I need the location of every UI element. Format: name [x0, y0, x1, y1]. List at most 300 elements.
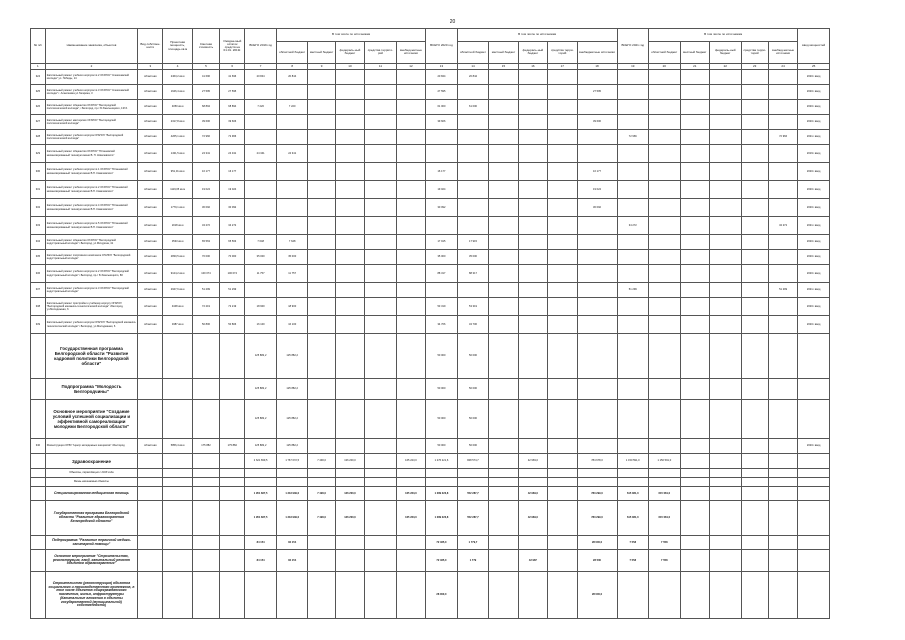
table-cell — [138, 454, 163, 469]
table-cell — [649, 145, 681, 163]
table-cell: 1 276 221,6 — [426, 454, 458, 469]
table-cell — [163, 454, 192, 469]
table-cell — [741, 550, 768, 572]
table-cell — [649, 478, 681, 487]
table-cell — [577, 250, 617, 265]
table-cell: 2021г. ввод — [798, 130, 830, 145]
table-cell: 2020г. ввод — [798, 163, 830, 181]
table-cell: областная — [138, 316, 163, 334]
table-cell: 125 882,2 — [245, 439, 277, 454]
table-row — [31, 235, 830, 250]
row-title: Реконструкция ОГБУ "Центр молодежных инициатив" г.Белгород — [45, 439, 137, 454]
table-cell — [31, 379, 46, 400]
table-cell: областная — [138, 100, 163, 115]
table-cell: 7 648 — [245, 235, 277, 250]
table-cell — [680, 439, 709, 454]
table-cell — [426, 130, 458, 145]
table-cell — [768, 115, 797, 130]
table-cell — [308, 181, 335, 199]
table-cell — [649, 439, 681, 454]
table-cell — [548, 85, 577, 100]
table-row — [31, 334, 830, 379]
table-cell: 34 706 — [426, 316, 458, 334]
table-cell — [548, 217, 577, 235]
table-cell — [308, 163, 335, 181]
table-cell — [489, 501, 518, 536]
table-cell: областная — [138, 145, 163, 163]
table-cell — [489, 235, 518, 250]
table-cell — [680, 265, 709, 283]
table-cell — [365, 283, 397, 298]
table-cell: 70 000 — [220, 250, 245, 265]
table-cell — [31, 334, 46, 379]
table-cell — [741, 454, 768, 469]
table-cell — [577, 298, 617, 316]
table-cell — [335, 100, 364, 115]
table-cell — [276, 217, 308, 235]
table-cell — [798, 536, 830, 550]
table-cell: 72 465,0 — [426, 550, 458, 572]
header-no: № п/п — [31, 29, 46, 64]
table-cell: 28 000,0 — [577, 536, 617, 550]
table-cell: 125 882,2 — [276, 439, 308, 454]
table-cell — [396, 400, 425, 439]
row-title: Объекты, переходящие с 2018 года — [45, 469, 137, 478]
table-cell — [709, 235, 741, 250]
table-cell — [163, 478, 192, 487]
table-cell: 7 220 — [245, 100, 277, 115]
table-cell — [680, 115, 709, 130]
table-cell: 1779,1 кв.м — [163, 199, 192, 217]
table-cell — [680, 85, 709, 100]
table-cell — [335, 400, 364, 439]
table-cell — [548, 115, 577, 130]
table-cell — [709, 469, 741, 478]
table-row — [31, 298, 830, 316]
table-cell: 1 951 837,5 — [245, 487, 277, 501]
table-cell: 334 — [31, 235, 46, 250]
table-cell — [457, 217, 489, 235]
table-cell — [138, 400, 163, 439]
table-cell — [709, 550, 741, 572]
table-cell — [335, 130, 364, 145]
table-cell: 50 000 — [426, 400, 458, 439]
table-cell: 16 100 — [276, 316, 308, 334]
column-number: 11 — [365, 64, 397, 70]
table-cell: 2463,2 кв.м — [163, 70, 192, 85]
table-cell — [709, 199, 741, 217]
table-cell: 20 844 — [245, 70, 277, 85]
header-source-2020-1: областной бюджет — [457, 41, 489, 63]
table-row — [31, 572, 830, 619]
table-cell — [649, 334, 681, 379]
column-number: 19 — [617, 64, 649, 70]
table-cell — [709, 181, 741, 199]
table-cell — [457, 85, 489, 100]
table-row — [31, 85, 830, 100]
table-cell — [680, 454, 709, 469]
table-cell — [245, 181, 277, 199]
table-row — [31, 199, 830, 217]
table-cell: 16 177 — [577, 163, 617, 181]
table-cell — [518, 298, 547, 316]
table-cell — [31, 550, 46, 572]
table-cell: 41 696 — [220, 70, 245, 85]
table-cell — [489, 454, 518, 469]
table-cell: 175 882 — [220, 439, 245, 454]
column-number: 21 — [680, 64, 709, 70]
table-cell — [192, 501, 219, 536]
table-cell: 42 969,0 — [518, 501, 547, 536]
table-cell: 339 — [31, 316, 46, 334]
table-cell: 53 319 — [457, 298, 489, 316]
table-cell: 16 177 — [220, 163, 245, 181]
table-cell — [577, 478, 617, 487]
table-row — [31, 115, 830, 130]
table-cell: 1 150 591,0 — [649, 454, 681, 469]
table-cell — [163, 487, 192, 501]
header-source-2021-2: местный бюджет — [680, 41, 709, 63]
row-title: Капитальный ремонт пристройки к учебному корпусу ОГАПОУ "Белгородский механико-технологический колледж" г.Белгород, ул.Молодежная, 6 — [45, 298, 137, 316]
table-cell — [220, 536, 245, 550]
table-cell — [741, 199, 768, 217]
table-cell — [617, 250, 649, 265]
table-cell — [138, 550, 163, 572]
table-cell: 41 696 — [192, 70, 219, 85]
table-cell — [365, 501, 397, 536]
table-cell — [577, 439, 617, 454]
table-cell: 50 000 — [457, 439, 489, 454]
table-cell — [518, 439, 547, 454]
table-cell: 5856,4 кв.м — [163, 439, 192, 454]
table-cell — [335, 217, 364, 235]
table-cell — [276, 572, 308, 619]
table-cell: 24 341 — [245, 145, 277, 163]
table-cell — [426, 145, 458, 163]
table-cell — [577, 70, 617, 85]
header-source-2021-1: областной бюджет — [649, 41, 681, 63]
table-cell: 3387 кв.м — [163, 316, 192, 334]
table-row — [31, 100, 830, 115]
table-cell — [245, 130, 277, 145]
table-cell — [577, 469, 617, 478]
table-cell — [577, 130, 617, 145]
table-cell — [396, 469, 425, 478]
table-cell — [396, 181, 425, 199]
table-cell — [489, 265, 518, 283]
table-cell — [577, 100, 617, 115]
row-title: Капитальный ремонт учебного корпуса № 2 ОГАПОУ "Белгородский индустриальный колледж" г.Белгород, пр-т Б.Хмельницкого, 80 — [45, 265, 137, 283]
table-cell — [308, 100, 335, 115]
table-cell — [709, 250, 741, 265]
table-cell — [365, 100, 397, 115]
table-cell: 68 894 — [192, 100, 219, 115]
table-cell — [276, 283, 308, 298]
table-cell — [548, 235, 577, 250]
table-cell: 24 341 — [192, 145, 219, 163]
table-cell: 11 757 — [276, 265, 308, 283]
column-number: 9 — [308, 64, 335, 70]
table-cell — [489, 250, 518, 265]
table-cell: 24 341 — [276, 145, 308, 163]
table-cell — [709, 400, 741, 439]
table-cell: 28 000,0 — [577, 572, 617, 619]
table-cell: 2 621 839,5 — [245, 454, 277, 469]
table-cell — [489, 572, 518, 619]
table-cell — [768, 439, 797, 454]
table-cell — [617, 572, 649, 619]
table-cell — [649, 316, 681, 334]
table-cell — [365, 400, 397, 439]
table-cell: 84 154 — [245, 536, 277, 550]
table-cell: 84 154 — [276, 536, 308, 550]
table-cell: 34 706 — [457, 316, 489, 334]
table-cell: 2020г. ввод — [798, 181, 830, 199]
table-cell — [649, 298, 681, 316]
table-cell — [518, 235, 547, 250]
table-cell — [396, 572, 425, 619]
table-cell: 1 951 837,5 — [245, 501, 277, 536]
table-cell — [680, 235, 709, 250]
table-cell — [457, 469, 489, 478]
table-cell — [768, 400, 797, 439]
row-title: Государственная программа Белгородской области "Развитие кадровой политики Белгородской области" — [45, 334, 137, 379]
table-cell — [220, 487, 245, 501]
table-cell — [335, 70, 364, 85]
table-cell — [548, 316, 577, 334]
table-cell — [365, 439, 397, 454]
table-cell — [680, 550, 709, 572]
table-cell — [577, 217, 617, 235]
header-source-2021-5: внебюд-жетные источники — [768, 41, 797, 63]
table-cell — [548, 130, 577, 145]
table-cell — [768, 487, 797, 501]
column-number: 5 — [192, 64, 219, 70]
table-cell: 27 595 — [220, 85, 245, 100]
row-title: Государственная программа Белгородской области "Развитие здравоохранения Белгородской области" — [45, 501, 137, 536]
table-row — [31, 454, 830, 469]
table-cell: 2021г. ввод — [798, 217, 830, 235]
table-cell — [577, 145, 617, 163]
table-cell — [741, 298, 768, 316]
table-cell — [709, 85, 741, 100]
table-cell — [163, 536, 192, 550]
table-cell — [308, 217, 335, 235]
table-cell — [768, 550, 797, 572]
table-cell: 51 299 — [220, 283, 245, 298]
table-cell — [308, 469, 335, 478]
table-cell: 30 092 — [192, 199, 219, 217]
table-cell — [245, 199, 277, 217]
table-cell — [518, 100, 547, 115]
table-cell: 165 223,0 — [396, 501, 425, 536]
table-cell — [335, 283, 364, 298]
row-title: Основное мероприятие "Создание условий успешной социализации и эффективной самореализации молодежи Белгородской области" — [45, 400, 137, 439]
table-cell — [335, 163, 364, 181]
table-cell — [518, 478, 547, 487]
table-cell: областная — [138, 115, 163, 130]
table-cell: 9124,2 кв.м — [163, 265, 192, 283]
table-cell — [335, 379, 364, 400]
table-cell — [138, 572, 163, 619]
table-cell: 336 — [31, 265, 46, 283]
table-cell: 30 092 — [426, 199, 458, 217]
table-cell: 783 299,0 — [577, 487, 617, 501]
table-cell — [365, 487, 397, 501]
table-cell — [768, 250, 797, 265]
table-cell: 2830,5 кв.м — [163, 250, 192, 265]
header-name: Наименование заказчика, объектов — [45, 29, 137, 64]
table-cell: 324 — [31, 70, 46, 85]
table-cell: 72 966 — [617, 130, 649, 145]
column-number: 1 — [31, 64, 46, 70]
header-group-2021: В том числе по источникам — [649, 29, 798, 42]
table-cell: 136 200,0 — [335, 454, 364, 469]
table-cell — [741, 130, 768, 145]
table-cell — [548, 550, 577, 572]
table-cell — [741, 163, 768, 181]
table-cell: 1119,05 кв.м — [163, 181, 192, 199]
header-group-2020: В том числе по источникам — [457, 29, 617, 42]
table-cell — [680, 100, 709, 115]
table-row — [31, 400, 830, 439]
table-cell — [548, 454, 577, 469]
table-cell: 39 606 — [577, 115, 617, 130]
table-cell: 19 024 — [192, 181, 219, 199]
column-number: 17 — [548, 64, 577, 70]
row-title: Капитальный ремонт мастерских ОГАПОУ "Белгородский политехнический колледж" — [45, 115, 137, 130]
table-row — [31, 283, 830, 298]
table-cell — [220, 334, 245, 379]
table-cell — [518, 181, 547, 199]
table-cell — [617, 478, 649, 487]
table-cell — [548, 298, 577, 316]
table-cell — [396, 316, 425, 334]
table-cell — [741, 469, 768, 478]
row-title: Строительство (реконструкция) объектов социального и производственного комплексов, в том числе объектов общегражданского назначения, жилья, инфраструктуры (Капитальные вложения в объекты государственной (муниципальной) собственности) — [45, 572, 137, 619]
table-cell — [709, 379, 741, 400]
table-cell: 615 081,0 — [649, 487, 681, 501]
table-cell: 337 — [31, 283, 46, 298]
table-cell — [457, 115, 489, 130]
table-cell — [709, 130, 741, 145]
table-row — [31, 181, 830, 199]
table-cell — [768, 235, 797, 250]
table-cell — [163, 400, 192, 439]
table-cell — [577, 265, 617, 283]
table-cell — [308, 145, 335, 163]
table-cell — [798, 400, 830, 439]
row-title: Капитальный ремонт учебного корпуса № 4 ОГАПОУ "Юташевский механизированный техникум имени В.П. Ковалевского" — [45, 199, 137, 217]
table-cell: 20 844 — [276, 70, 308, 85]
header-source-2021-4: средства терри-торий — [741, 41, 768, 63]
table-cell — [617, 379, 649, 400]
row-title: Основное мероприятие "Строительство, реконструкция, ввод, капитальный ремонт объектов здравоохранения" — [45, 550, 137, 572]
table-cell: 20 844 — [457, 70, 489, 85]
table-cell — [680, 316, 709, 334]
table-cell — [489, 487, 518, 501]
row-title: Вновь начинаемые объекты — [45, 478, 137, 487]
table-cell — [335, 199, 364, 217]
table-cell — [365, 298, 397, 316]
table-cell: 2020г. ввод — [798, 199, 830, 217]
header-total-2021: ВСЕГО 2021 год — [617, 29, 649, 64]
table-cell — [426, 217, 458, 235]
table-cell — [649, 100, 681, 115]
table-cell — [335, 115, 364, 130]
table-cell — [245, 283, 277, 298]
table-cell — [163, 469, 192, 478]
table-cell: 72 966 — [220, 130, 245, 145]
header-total-2019: ВСЕГО 2019 год — [245, 29, 277, 64]
table-cell: 1 289 223,8 — [426, 487, 458, 501]
table-cell — [365, 70, 397, 85]
table-cell — [489, 181, 518, 199]
investment-program-table — [30, 28, 830, 619]
table-cell — [31, 400, 46, 439]
table-cell — [308, 283, 335, 298]
table-cell — [741, 572, 768, 619]
table-cell: 2019г. ввод — [798, 145, 830, 163]
table-cell: 16 177 — [426, 163, 458, 181]
table-cell: 100 074 — [192, 265, 219, 283]
table-cell: областная — [138, 70, 163, 85]
table-cell — [365, 334, 397, 379]
table-cell — [741, 265, 768, 283]
table-cell: 50 000 — [426, 379, 458, 400]
table-cell — [617, 334, 649, 379]
table-cell — [365, 265, 397, 283]
table-row — [31, 469, 830, 478]
table-cell — [489, 130, 518, 145]
table-cell: 51 299 — [617, 283, 649, 298]
table-cell — [192, 572, 219, 619]
row-title: Капитальный ремонт учебного корпуса № 1 ОГАПОУ "Юташевский механизированный техникум имени В.П. Ковалевского" — [45, 163, 137, 181]
table-cell: 615 081,0 — [617, 487, 649, 501]
table-cell — [335, 235, 364, 250]
table-cell — [489, 145, 518, 163]
column-number: 22 — [709, 64, 741, 70]
table-row — [31, 550, 830, 572]
table-cell — [220, 400, 245, 439]
table-cell — [680, 478, 709, 487]
table-cell: 332 — [31, 199, 46, 217]
table-cell — [709, 298, 741, 316]
table-cell: 84 154 — [245, 550, 277, 572]
table-cell: 326 — [31, 100, 46, 115]
table-cell — [192, 478, 219, 487]
table-cell — [245, 115, 277, 130]
table-cell — [680, 250, 709, 265]
table-cell: 20 844 — [426, 70, 458, 85]
table-cell: 7 558 — [617, 550, 649, 572]
table-cell: 50 806 — [220, 316, 245, 334]
row-title: Капитальный ремонт спортивного комплекса ОГАПОУ "Белгородский индустриальный колледж" — [45, 250, 137, 265]
table-cell: 2020г. ввод — [798, 250, 830, 265]
table-cell: 88 317 — [457, 265, 489, 283]
table-cell — [335, 572, 364, 619]
table-cell: 30 092 — [577, 199, 617, 217]
table-cell — [276, 115, 308, 130]
table-cell — [335, 181, 364, 199]
table-cell — [220, 469, 245, 478]
table-cell — [308, 115, 335, 130]
table-cell — [365, 536, 397, 550]
table-cell: 329 — [31, 145, 46, 163]
table-cell: областная — [138, 265, 163, 283]
table-cell: 50 000 — [426, 334, 458, 379]
table-cell — [548, 181, 577, 199]
